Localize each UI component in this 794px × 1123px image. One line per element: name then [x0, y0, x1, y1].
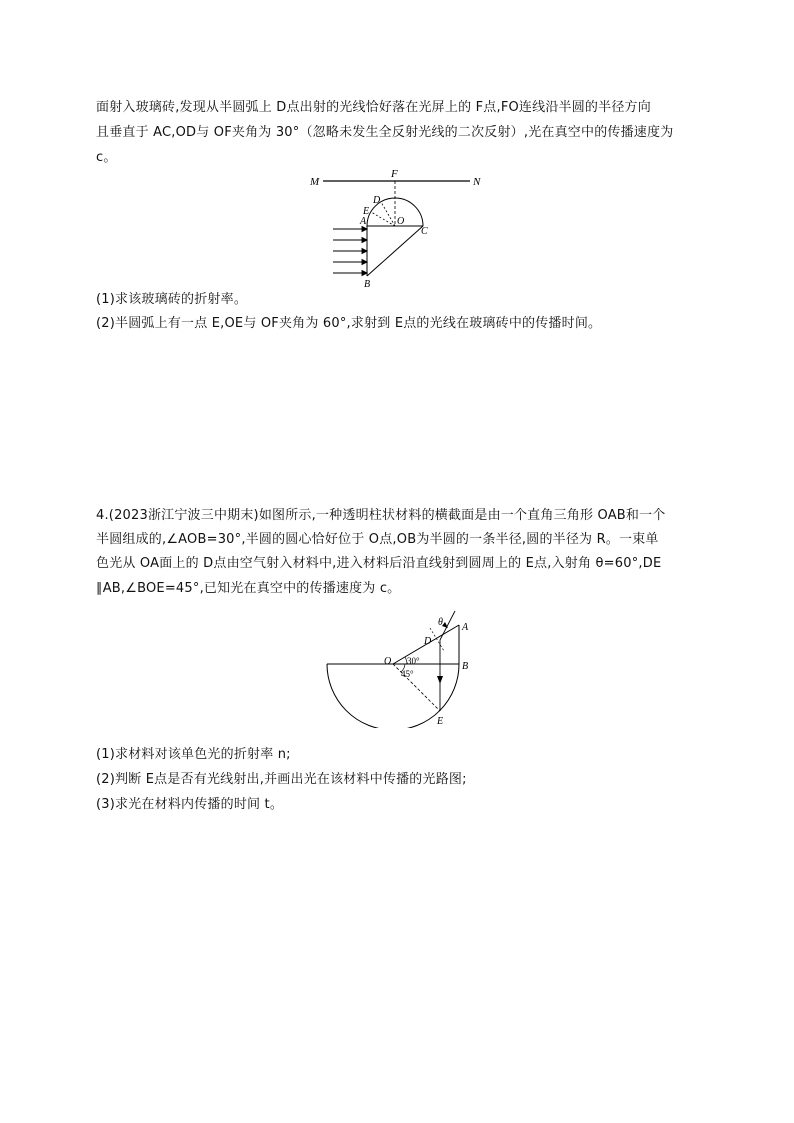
label-n: N	[473, 176, 481, 188]
p3-question-1: (1)求该玻璃砖的折射率。	[96, 292, 248, 307]
label-b: B	[462, 661, 469, 672]
label-e: E	[437, 716, 444, 727]
label-b: B	[364, 279, 371, 290]
label-angle-30: 30°	[407, 656, 420, 666]
incident-rays	[333, 227, 367, 276]
p3-intro-line1: 面射入玻璃砖,发现从半圆弧上 D点出射的光线恰好落在光屏上的 F点,FO连线沿半圆的半径方向	[96, 100, 651, 115]
label-m: M	[310, 176, 320, 188]
label-e: E	[363, 206, 370, 217]
label-angle-45: 45°	[401, 669, 414, 679]
p4-question-2: (2)判断 E点是否有光线射出,并画出光在该材料中传播的光路图;	[96, 772, 467, 787]
label-f: F	[391, 168, 398, 180]
label-o: O	[397, 216, 405, 227]
label-c: C	[421, 226, 428, 237]
p4-line2: 半圆组成的,∠AOB=30°,半圆的圆心恰好位于 O点,OB为半圆的一条半径,圆的半径为 R。一束单	[96, 532, 659, 547]
label-d: D	[424, 636, 432, 647]
label-a: A	[360, 216, 367, 227]
p4-question-1: (1)求材料对该单色光的折射率 n;	[96, 747, 291, 762]
p4-line4: ∥AB,∠BOE=45°,已知光在真空中的传播速度为 c。	[96, 581, 401, 596]
normal-at-d	[430, 628, 444, 651]
label-d: D	[373, 195, 381, 206]
p3-question-2: (2)半圆弧上有一点 E,OE与 OF夹角为 60°,求射到 E点的光线在玻璃砖中的传播时间。	[96, 316, 602, 331]
label-a: A	[462, 622, 469, 633]
p3-figure	[300, 166, 500, 292]
p3-intro-line3: c。	[96, 150, 117, 165]
p4-line1: 4.(2023浙江宁波三中期末)如图所示,一种透明柱状材料的横截面是由一个直角三角形 OAB和一个	[96, 508, 666, 523]
face-bc	[367, 226, 423, 276]
p4-figure	[320, 606, 480, 728]
p4-question-3: (3)求光在材料内传播的时间 t。	[96, 797, 284, 812]
label-theta: θ	[438, 617, 443, 628]
p3-intro-line2: 且垂直于 AC,OD与 OF夹角为 30°（忽略未发生全反射光线的二次反射）,光在真空中的传播速度为	[96, 125, 674, 140]
refracted-arrow	[437, 676, 443, 684]
label-o: O	[384, 656, 392, 667]
radius-od	[381, 202, 395, 226]
radius-oe	[371, 212, 395, 226]
p4-line3: 色光从 OA面上的 D点由空气射入材料中,进入材料后沿直线射到圆周上的 E点,入射角 θ=60°,DE	[96, 556, 662, 571]
